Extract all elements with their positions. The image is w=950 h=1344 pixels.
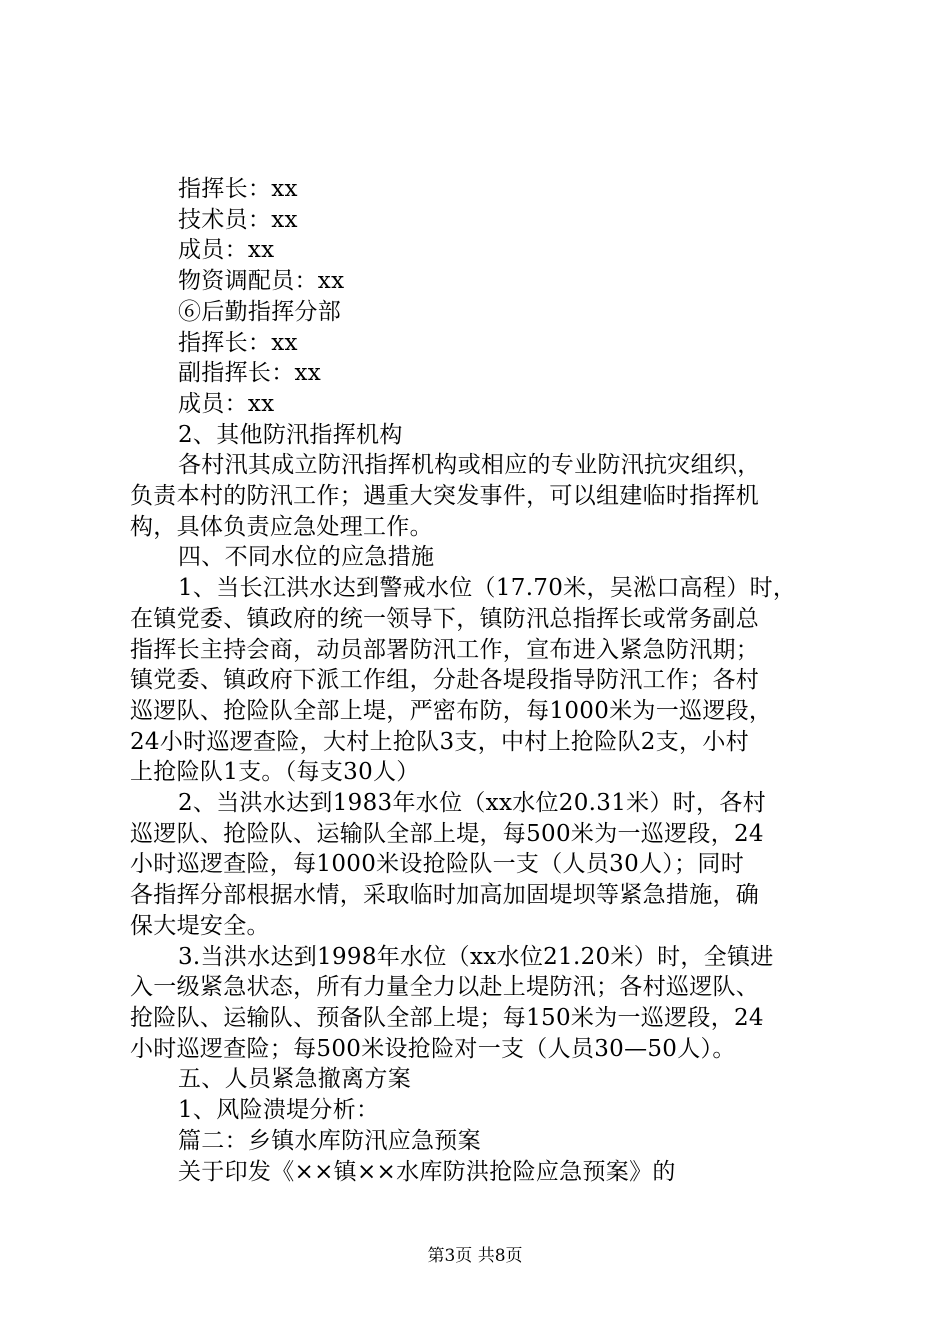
text-line: 巡逻队、抢险队全部上堤，严密布防，每1000米为一巡逻段， <box>130 697 773 724</box>
text-line: 四、不同水位的应急措施 <box>178 544 435 571</box>
text-line: 五、人员紧急撤离方案 <box>178 1066 411 1093</box>
text-line: 副指挥长：xx <box>178 360 322 387</box>
text-line: 成员：xx <box>178 237 275 264</box>
document-body <box>130 174 830 1187</box>
text-line: 24小时巡逻查险，大村上抢队3支，中村上抢险队2支，小村 <box>130 728 749 755</box>
text-line: 巡逻队、抢险队、运输队全部上堤，每500米为一巡逻段，24 <box>130 820 764 847</box>
text-line: 在镇党委、镇政府的统一领导下，镇防汛总指挥长或常务副总 <box>130 605 760 632</box>
text-line: 指挥长：xx <box>178 176 298 202</box>
text-line: 镇党委、镇政府下派工作组，分赴各堤段指导防汛工作；各村 <box>130 667 760 694</box>
text-line: 入一级紧急状态，所有力量全力以赴上堤防汛；各村巡逻队、 <box>130 974 760 1001</box>
text-line: 各村汛其成立防汛指挥机构或相应的专业防汛抗灾组织， <box>178 452 761 479</box>
text-line: 指挥长：xx <box>178 329 298 356</box>
text-line: 构，具体负责应急处理工作。 <box>130 513 433 540</box>
text-line: 各指挥分部根据水情，采取临时加高加固堤坝等紧急措施，确 <box>130 882 760 909</box>
page-footer: 第3页 共8页 <box>427 1246 523 1266</box>
text-line: ⑥后勤指挥分部 <box>178 298 342 325</box>
text-line: 成员：xx <box>178 390 275 417</box>
text-line: 小时巡逻查险；每500米设抢险对一支（人员30—50人）。 <box>130 1035 736 1062</box>
text-line: 小时巡逻查险，每1000米设抢险队一支（人员30人）；同时 <box>130 851 744 878</box>
text-line: 抢险队、运输队、预备队全部上堤；每150米为一巡逻段，24 <box>130 1004 764 1031</box>
text-line: 1、当长江洪水达到警戒水位（17.70米，吴淞口高程）时， <box>178 575 797 602</box>
text-line: 指挥长主持会商，动员部署防汛工作，宣布进入紧急防汛期； <box>130 636 760 663</box>
text-line: 3.当洪水达到1998年水位（xx水位21.20米）时，全镇进 <box>178 943 774 970</box>
text-line: 保大堤安全。 <box>130 912 270 939</box>
text-line: 1、风险溃堤分析： <box>178 1097 380 1124</box>
text-line: 物资调配员：xx <box>178 268 345 295</box>
text-line: 2、其他防汛指挥机构 <box>178 421 403 448</box>
text-line: 2、当洪水达到1983年水位（xx水位20.31米）时，各村 <box>178 790 766 817</box>
text-line: 技术员：xx <box>178 206 298 233</box>
text-line: 上抢险队1支。（每支30人） <box>130 759 420 786</box>
text-line: 负责本村的防汛工作；遇重大突发事件，可以组建临时指挥机 <box>130 483 760 510</box>
text-line: 篇二：乡镇水库防汛应急预案 <box>178 1127 481 1154</box>
text-line: 关于印发《××镇××水库防洪抢险应急预案》的 <box>178 1158 676 1185</box>
